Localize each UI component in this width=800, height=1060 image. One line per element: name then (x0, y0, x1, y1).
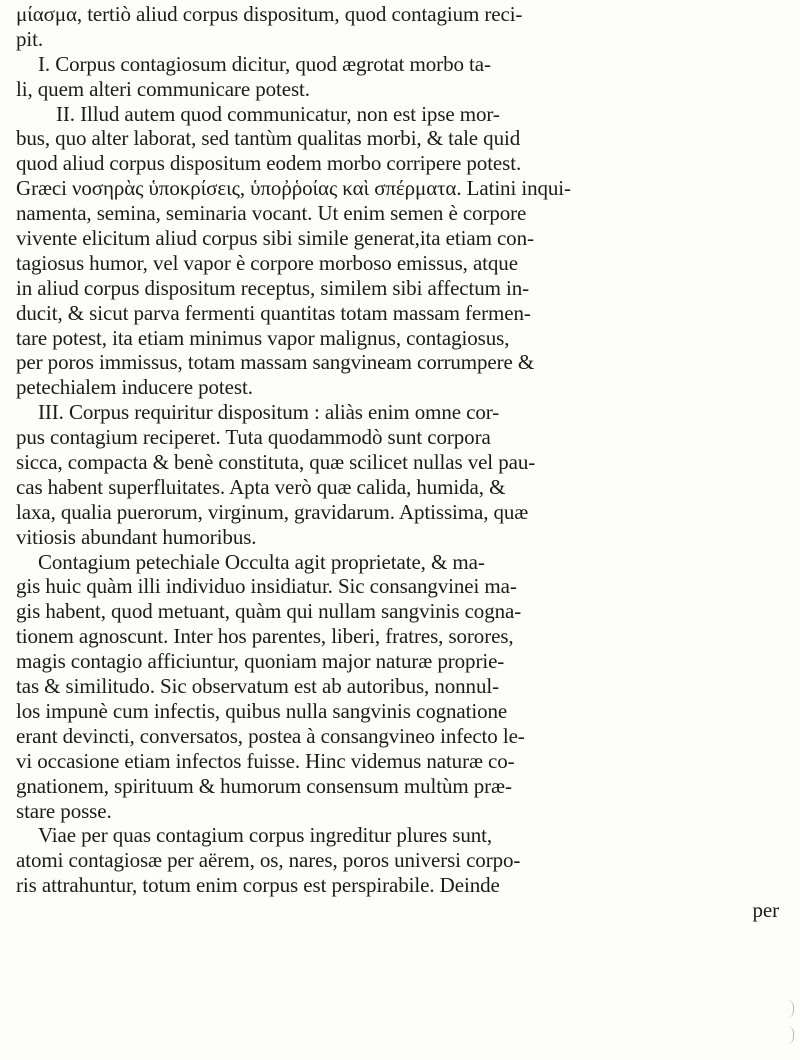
margin-bracket-mark-lower (787, 1026, 794, 1044)
text-line-25: gis habent, quod metuant, quàm qui nullam sangvinis cogna- (16, 599, 522, 624)
text-line-30: erant devincti, conversatos, postea à consangvineo infecto le- (16, 723, 525, 748)
text-line-27: magis contagio afficiuntur, quoniam major naturæ proprie- (16, 649, 505, 674)
catchword: per (752, 898, 779, 923)
text-line-14: tare potest, ita etiam minimus vapor malignus, contagiosus, (16, 325, 510, 350)
text-line-9: namenta, semina, seminaria vocant. Ut enim semen è corpore (16, 201, 527, 226)
text-line-1: μίασμα, tertiò aliud corpus dispositum, quod contagium reci- (16, 2, 523, 26)
text-line-29: los impunè cum infectis, quibus nulla sangvinis cognatione (16, 698, 508, 723)
text-line-26: tionem agnoscunt. Inter hos parentes, liberi, fratres, sorores, (16, 624, 514, 649)
text-line-32: gnationem, spirituum & humorum consensum multùm præ- (16, 773, 512, 798)
text-line-33: stare posse. (16, 798, 112, 823)
section-iii-start: III. Corpus requiritur dispositum : aliàs enim omne cor- (38, 400, 500, 425)
text-line-24: gis huic quàm illi individuo insidiatur. Sic consangvinei ma- (16, 574, 517, 599)
text-line-13: ducit, & sicut parva fermenti quantitas totam massam fermen- (16, 300, 531, 325)
text-line-12: in aliud corpus dispositum receptus, similem sibi affectum in- (16, 275, 530, 300)
text-line-21: laxa, qualia puerorum, virginum, gravidarum. Aptissima, quæ (16, 499, 529, 524)
text-line-20: cas habent superfluitates. Apta verò quæ calida, humida, & (16, 474, 506, 499)
paragraph-viae-start: Viae per quas contagium corpus ingreditur plures sunt, (38, 823, 493, 848)
text-line-16: petechialem inducere potest. (16, 375, 253, 400)
section-ii-start: II. Illud autem quod communicatur, non est ipse mor- (56, 101, 500, 126)
text-line-35: atomi contagiosæ per aërem, os, nares, poros universi corpo- (16, 848, 521, 873)
text-line-36: ris attrahuntur, totum enim corpus est perspirabile. Deinde (16, 873, 500, 898)
text-line-4: li, quem alteri communicare potest. (16, 76, 310, 101)
text-line-31: vi occasione etiam infectos fuisse. Hinc videmus naturæ co- (16, 748, 515, 773)
text-line-7: quod aliud corpus dispositum eodem morbo corripere potest. (16, 151, 522, 176)
section-i-start: I. Corpus contagiosum dicitur, quod ægrotat morbo ta- (38, 51, 491, 76)
text-line-19: sicca, compacta & benè constituta, quæ scilicet nullas vel pau- (16, 450, 536, 475)
text-line-6: bus, quo alter laborat, sed tantùm qualitas morbi, & tale quid (16, 126, 521, 151)
body-text (16, 2, 791, 923)
text-line-18: pus contagium reciperet. Tuta quodammodò sunt corpora (16, 425, 491, 450)
text-line-2: pit. (16, 26, 44, 51)
greek-quote-line: Græci νοσηρὰς ὑποκρίσεις, ὑποῤῥοίας καὶ σπέρματα. Latini inqui- (16, 176, 571, 201)
text-line-15: per poros immissus, totam massam sangvineam corrumpere & (16, 350, 535, 375)
text-line-22: vitiosis abundant humoribus. (16, 524, 257, 549)
text-line-11: tagiosus humor, vel vapor è corpore morboso emissus, atque (16, 250, 518, 275)
text-line-10: vivente elicitum aliud corpus sibi simile generat,ita etiam con- (16, 226, 534, 251)
paragraph-contagium-start: Contagium petechiale Occulta agit proprietate, & ma- (38, 549, 485, 574)
text-line-28: tas & similitudo. Sic observatum est ab autoribus, nonnul- (16, 674, 499, 699)
margin-bracket-mark (787, 1000, 794, 1018)
